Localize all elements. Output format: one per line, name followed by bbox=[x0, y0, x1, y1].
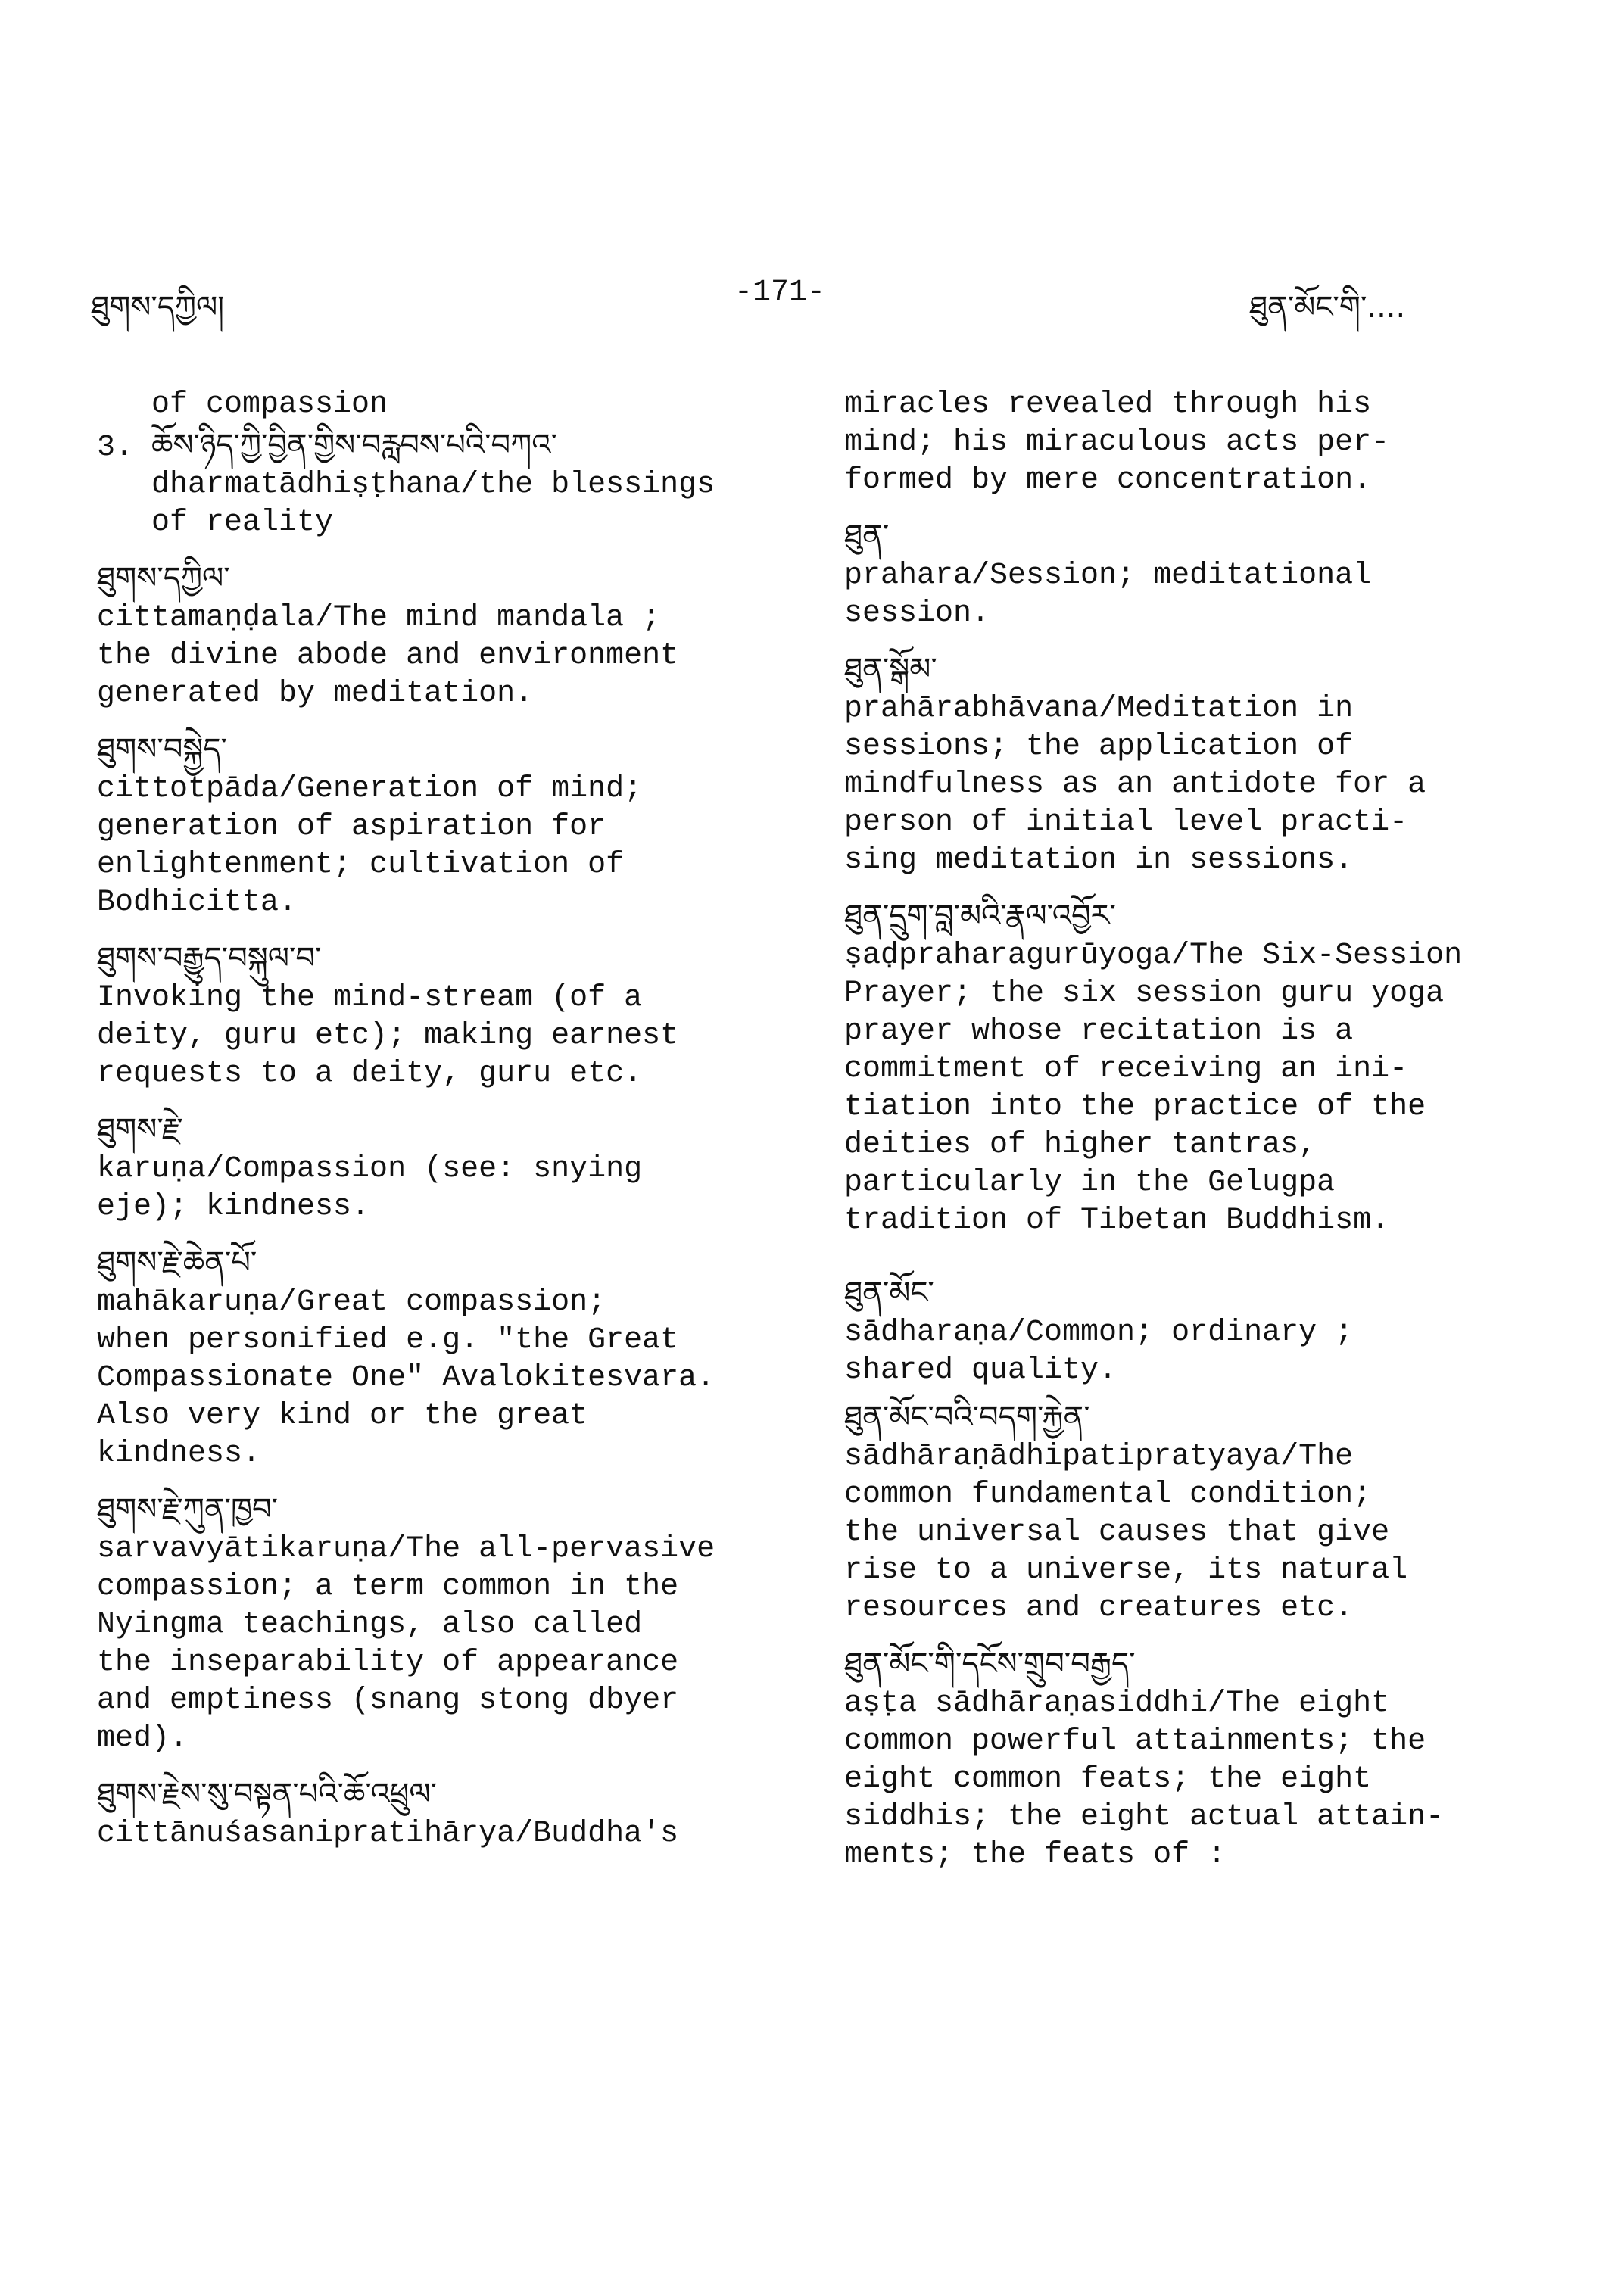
tibetan-headword: ཐུན་དྲུག་བླ་མའི་རྣལ་འབྱོར་ bbox=[844, 899, 1116, 933]
definition-line: Invoking the mind-stream (of a bbox=[97, 981, 643, 1015]
spacer bbox=[844, 1240, 1526, 1257]
definition-line: tradition of Tibetan Buddhism. bbox=[844, 1204, 1390, 1238]
definition-line: eight common feats; the eight bbox=[844, 1762, 1372, 1796]
definition-line: aṣṭa sādhāraṇasiddhi/The eight bbox=[844, 1687, 1390, 1721]
definition-line: eje); kindness. bbox=[97, 1190, 370, 1224]
definition-line: prahārabhāvana/Meditation in bbox=[844, 692, 1354, 726]
definition-line: mindfulness as an antidote for a bbox=[844, 768, 1426, 802]
definition-line: sādhāraṇādhipatipratyaya/The bbox=[844, 1440, 1354, 1474]
definition-line: and emptiness (snang stong dbyer bbox=[97, 1684, 679, 1718]
definition-line: sing meditation in sessions. bbox=[844, 843, 1354, 877]
definition-line: the inseparability of appearance bbox=[97, 1646, 679, 1680]
definition-line: Also very kind or the great bbox=[97, 1399, 588, 1433]
definition-line: miracles revealed through his bbox=[844, 388, 1372, 422]
definition-line: commitment of receiving an ini- bbox=[844, 1052, 1408, 1086]
definition-line: siddhis; the eight actual attain- bbox=[844, 1800, 1445, 1834]
definition-line: sarvavyātikaruṇa/The all-pervasive bbox=[97, 1532, 715, 1566]
tibetan-headword: ཐུགས་དཀྱིལ་ bbox=[97, 561, 230, 596]
definition-line: resources and creatures etc. bbox=[844, 1591, 1354, 1625]
definition-line: prayer whose recitation is a bbox=[844, 1014, 1354, 1048]
definition-line: of compassion bbox=[151, 388, 388, 422]
definition-line: requests to a deity, guru etc. bbox=[97, 1057, 643, 1091]
definition-line: Prayer; the six session guru yoga bbox=[844, 977, 1445, 1011]
tibetan-headword: ཐུན་ bbox=[844, 519, 890, 553]
page-header bbox=[0, 273, 1624, 325]
tibetan-headword: ཐུན་མོང་གི་དངོས་གྲུབ་བརྒྱད་ bbox=[844, 1647, 1136, 1681]
definition-line: cittamaṇḍala/The mind mandala ; bbox=[97, 601, 661, 635]
tibetan-headword: ཐུགས་རྗེ་ bbox=[97, 1112, 183, 1147]
definition-line: the universal causes that give bbox=[844, 1516, 1390, 1550]
definition-line: dharmatādhiṣṭhana/the blessings bbox=[151, 468, 715, 502]
definition-line: deities of higher tantras, bbox=[844, 1128, 1317, 1162]
definition-line: particularly in the Gelugpa bbox=[844, 1166, 1336, 1200]
definition-line: karuṇa/Compassion (see: snying bbox=[97, 1152, 643, 1186]
definition-line: enlightenment; cultivation of bbox=[97, 848, 625, 882]
tibetan-headword: ཐུགས་བརྒྱུད་བསྐུལ་བ་ bbox=[97, 941, 322, 976]
tibetan-headword: ཐུགས་བསྐྱེད་ bbox=[97, 732, 227, 767]
definition-line: mahākaruṇa/Great compassion; bbox=[97, 1285, 606, 1319]
tibetan-headword: ཆོས་ཉིད་ཀྱི་བྱིན་གྱིས་བརླབས་པའི་བཀའ་ bbox=[151, 428, 557, 463]
definition-line: common fundamental condition; bbox=[844, 1478, 1372, 1512]
definition-line: mind; his miraculous acts per- bbox=[844, 425, 1390, 460]
tibetan-headword: ཐུགས་རྗེས་སུ་བསྟན་པའི་ཆོ་འཕྲུལ་ bbox=[97, 1777, 438, 1812]
definition-line: cittānuśasanipratihārya/Buddha's bbox=[97, 1817, 679, 1851]
running-head-right: ཐུན་མོང་གི་.... bbox=[1249, 290, 1406, 325]
definition-line: Compassionate One" Avalokitesvara. bbox=[97, 1361, 715, 1395]
definition-line: cittotpāda/Generation of mind; bbox=[97, 772, 643, 806]
definition-line: deity, guru etc); making earnest bbox=[97, 1019, 679, 1053]
sub-entry-3 bbox=[97, 424, 778, 466]
tibetan-headword: ཐུན་མོང་བའི་བདག་རྐྱེན་ bbox=[844, 1400, 1090, 1435]
definition-line: session. bbox=[844, 597, 990, 631]
definition-line: generated by meditation. bbox=[97, 677, 534, 711]
right-column bbox=[844, 386, 1526, 1874]
definition-line: kindness. bbox=[97, 1437, 261, 1471]
definition-line: person of initial level practi- bbox=[844, 805, 1408, 840]
definition-line: formed by mere concentration. bbox=[844, 463, 1372, 497]
definition-line: ments; the feats of : bbox=[844, 1838, 1227, 1872]
running-head-left: ཐུགས་དཀྱིལ། bbox=[91, 290, 225, 325]
definition-line: ṣaḍpraharagurūyoga/The Six-Session bbox=[844, 939, 1463, 973]
definition-line: Nyingma teachings, also called bbox=[97, 1608, 643, 1642]
definition-line: when personified e.g. "the Great bbox=[97, 1323, 679, 1357]
definition-line: compassion; a term common in the bbox=[97, 1570, 679, 1604]
definition-line: sādharaṇa/Common; ordinary ; bbox=[844, 1316, 1354, 1350]
definition-line: of reality bbox=[151, 506, 334, 540]
definition-line: the divine abode and environment bbox=[97, 639, 679, 673]
tibetan-headword: ཐུགས་རྗེ་ཀུན་ཁྱབ་ bbox=[97, 1492, 278, 1527]
tibetan-headword: ཐུན་སྒོམ་ bbox=[844, 652, 937, 687]
tibetan-headword: ཐུགས་རྗེ་ཆེན་པོ་ bbox=[97, 1245, 257, 1280]
definition-line: med). bbox=[97, 1721, 189, 1756]
definition-line: common powerful attainments; the bbox=[844, 1724, 1426, 1759]
definition-line: tiation into the practice of the bbox=[844, 1090, 1426, 1124]
definition-line: shared quality. bbox=[844, 1354, 1117, 1388]
left-column bbox=[97, 386, 778, 1853]
tibetan-headword: ཐུན་མོང་ bbox=[844, 1276, 934, 1310]
page-number: -171- bbox=[734, 276, 826, 310]
definition-line: Bodhicitta. bbox=[97, 886, 298, 920]
definition-line: sessions; the application of bbox=[844, 730, 1354, 764]
definition-line: rise to a universe, its natural bbox=[844, 1553, 1408, 1587]
definition-line: prahara/Session; meditational bbox=[844, 559, 1372, 593]
definition-line: generation of aspiration for bbox=[97, 810, 606, 844]
list-number: 3. bbox=[97, 431, 134, 465]
